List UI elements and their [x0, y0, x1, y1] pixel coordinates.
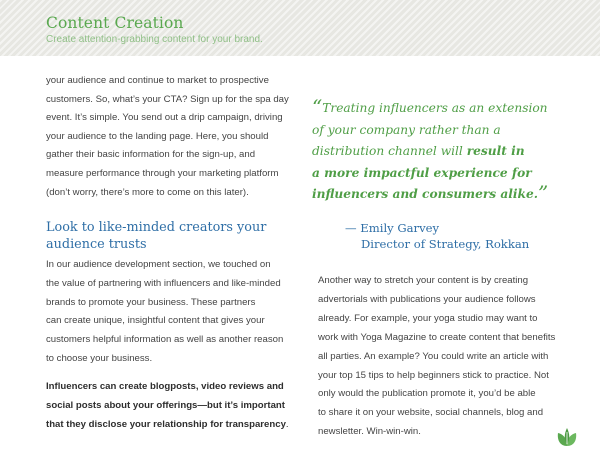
quote-line [312, 181, 562, 206]
quote-line [312, 141, 562, 163]
quote-line [312, 163, 562, 185]
quote-line [312, 95, 562, 120]
bold-line [46, 416, 301, 435]
subheading [46, 220, 306, 253]
quote-text: Treating influencers as an extension [322, 101, 548, 115]
quote-emphasis: a more impactful experience for [312, 165, 532, 180]
body-line: newsletter. Win-win-win. [318, 426, 421, 438]
bold-line-period: . [285, 418, 289, 430]
intro-line: your audience and continue to market to prospective [46, 75, 269, 86]
disclosure-paragraph [46, 378, 301, 434]
quote-text: distribution channel will [312, 144, 467, 159]
section-title: Content Creation [46, 14, 184, 32]
body-line: all parties. An example? You could write an article with [318, 350, 549, 362]
bold-line: social posts about your offerings—but it’s important [46, 399, 285, 411]
intro-line: (don’t worry, there’s more to come on this later). [46, 186, 249, 198]
pull-quote [312, 95, 562, 206]
leaf-logo-icon [555, 426, 579, 448]
bold-line-text: that they disclose your relationship for transparency [46, 418, 286, 430]
intro-line: measure performance through your marketing platform [46, 167, 279, 179]
body-line: to choose your business. [46, 352, 153, 364]
body-line: the value of partnering with influencers and like-minded [46, 277, 281, 289]
quote-emphasis: result in [466, 144, 525, 159]
close-quote-mark: ” [537, 181, 549, 206]
body-line: brands to promote your business. These partners [46, 296, 256, 308]
body-line: can create unique, insightful content that gives your [46, 315, 265, 327]
quote-line: of your company rather than a [312, 122, 501, 137]
body-line: In our audience development section, we touched on [46, 259, 271, 270]
subheading-line: Look to like-minded creators your [46, 220, 267, 235]
subheading-line: audience trusts [46, 236, 147, 252]
intro-line: event. It’s simple. You send out a drip campaign, driving [46, 112, 283, 124]
intro-line: gather their basic information for the sign-up, and [46, 149, 256, 161]
body-line: advertorials with publications your audience follows [318, 293, 536, 305]
quote-author-title: Director of Strategy, Rokkan [361, 236, 530, 251]
intro-line: your audience to the landing page. Here, you should [46, 130, 269, 142]
intro-line: customers. So, what’s your CTA? Sign up for the spa day [46, 93, 289, 105]
body-line: only would the publication promote it, you’d be able [318, 388, 536, 400]
quote-attribution [345, 221, 529, 252]
body-line: Another way to stretch your content is by creating [318, 275, 529, 286]
section-subtitle: Create attention-grabbing content for your brand. [46, 34, 263, 45]
intro-paragraph [46, 72, 301, 202]
advertorial-paragraph [318, 272, 568, 442]
body-line: already. For example, your yoga studio may want to [318, 312, 538, 324]
body-line: to share it on your website, social channels, blog and [318, 407, 544, 419]
page-header [0, 0, 600, 56]
quote-emphasis: influencers and consumers alike. [312, 187, 538, 202]
body-line: your top 15 tips to help beginners stick to practice. Not [318, 369, 549, 381]
quote-author: — Emily Garvey [345, 221, 440, 235]
influencer-paragraph [46, 256, 301, 369]
body-line: customers helpful information as well as another reason [46, 334, 284, 346]
body-line: work with Yoga Magazine to create content that benefits [318, 331, 556, 343]
open-quote-mark: “ [312, 95, 323, 119]
bold-line: Influencers can create blogposts, video reviews and [46, 381, 284, 392]
